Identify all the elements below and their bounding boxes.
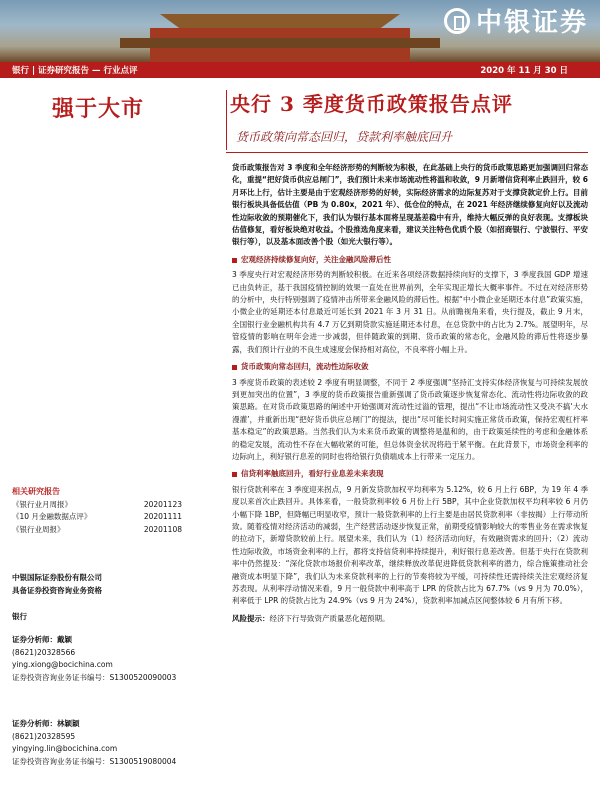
- report-date: 2020 年 11 月 30 日: [480, 66, 568, 76]
- logo-text: 中银证券: [475, 8, 588, 38]
- company-info: [12, 572, 220, 624]
- section-heading-text: 信贷利率触底回升，看好行业息差未来表现: [241, 469, 384, 479]
- report-title: 央行 3 季度货币政策报告点评: [230, 92, 513, 116]
- square-bullet-icon: [232, 472, 237, 477]
- section-heading-text: 货币政策向常态回归，流动性边际收敛: [241, 362, 369, 372]
- report-body: [232, 162, 588, 625]
- section-heading: [232, 254, 588, 266]
- title-underline: [226, 152, 588, 153]
- sector-rating: 强于大市: [52, 96, 145, 122]
- related-report-date: 20201108: [143, 524, 182, 534]
- section-body: 3 季度央行对宏观经济形势的判断较积极。在近来各项经济数据持续向好的支撑下，3 季度我国 GDP 增速已由负转正，基于我国疫情控制的效果一直处在世界前列，全年实现正增长大概率事件。不过在对经济形势的分析中，央行特别强调了疫情冲击所带来金融风险的滞后性。根据“中小微企业延期还本付息”政策实施，小微企业的延期还本付息最近可延长到 2021 年 3 月 31 日。从前瞻视角来看，央行提及，截止 9 月末，全国银行业金融机构共有 4.7 万亿到期贷款实施延期还本付息，在总贷款中的占比为 2.7%。展望明年，尽管疫情的影响在明年会进一步减弱，但伴随政策的到期、货币政策的常态化，金融风险的滞后性将逐步暴露，我们预计行业的不良生成速度会保持相对高位，不良率将小幅上升。: [232, 270, 588, 354]
- square-bullet-icon: [232, 258, 237, 263]
- section-body: 3 季度货币政策的表述较 2 季度有明显调整，不同于 2 季度强调“坚持汇支持实体经济恢复与可持续发展放到更加突出的位置”，3 季度的货币政策报告重新强调了货币政策逐步恢复常态化、流动性将边际收敛的政策思路。在对货币政策思路的阐述中开始强调对流动性过溢的管理，提出“不让市场流动性又受决不搞‘大水漫灌’，并重新出现“把好货币供应总闸门”的提法，提出“尽可能长时间实施正常货币政策，保持宏观杠杆率基本稳定”的政策思路。当然我们认为未来货币政策的调整将是温和的，由于政策延续性的考虑和金融体系的稳定发展，流动性不存在大幅收紧的可能，但总体资金状况将趋于紧平衡。在此背景下，市场资金利率的边际向上，利好银行息差的同时也将给银行负债端成本上行带来一定压力。: [232, 377, 588, 461]
- company-name: 中银国际证券股份有限公司: [12, 573, 102, 582]
- related-report-title: 《10 月金融数据点评》: [12, 512, 92, 521]
- related-report-title: 《银行业月周报》: [12, 499, 72, 509]
- company-logo: [444, 2, 588, 39]
- analyst-2: [12, 718, 220, 768]
- analyst-name: 戴颖: [57, 635, 72, 644]
- report-subtitle: 货币政策向常态回归，贷款利率触底回升: [236, 130, 453, 144]
- abstract: 货币政策报告对 3 季度和全年经济形势的判断较为积极，在此基础上央行的货币政策思路更加强调回归常态化，重提“把好货币供应总闸门”，我们预计未来市场流动性将温和收敛，9 月新增信贷利率止跌回升，较 6 月环比上行，估计主要是由于宏观经济形势的好转，实际经济需求的边际复苏对于支撑贷款定价上行。目前银行板块具备低估值（PB 为 0.80x，2021 年）、低仓位的特点，在 2021 年经济继续修复向好以及流动性边际收敛的预期催化下，我们认为银行基本面将呈现基差稳中有升，维持大幅反弹的良好表现。支撑板块估值修复，看好板块绝对收益。个股推选角度来看，建议关注特色优质个股（如招商银行、宁波银行、平安银行等），以及基本面改善个股（如光大银行等）。: [232, 163, 588, 247]
- square-bullet-icon: [232, 365, 237, 370]
- analyst-1: [12, 634, 220, 684]
- risk-label: 风险提示：: [232, 613, 270, 623]
- related-report-date: 20201111: [143, 512, 182, 521]
- risk-text: 经济下行导致资产质量恶化超预期。: [269, 613, 390, 623]
- report-category: 银行 | 证券研究报告 — 行业点评: [12, 66, 138, 76]
- title-divider: [226, 90, 227, 150]
- analyst-cert-label: 证券投资咨询业务证书编号：: [12, 672, 110, 682]
- palace-roof: [160, 14, 400, 28]
- analyst-phone: (8621)20328566: [12, 647, 76, 657]
- sector-label: 银行: [12, 612, 27, 621]
- related-report-title: 《银行业周报》: [12, 524, 65, 534]
- palace-lower-roof: [120, 38, 440, 48]
- analyst-name: 林颖颖: [57, 719, 80, 728]
- related-heading: 相关研究报告: [12, 487, 60, 496]
- analyst-role: 证券分析师：: [12, 719, 57, 728]
- category-bar: [0, 62, 600, 78]
- section-heading: [232, 468, 588, 480]
- section-heading: [232, 361, 588, 373]
- header-banner: [0, 0, 600, 62]
- analyst-role: 证券分析师：: [12, 635, 57, 644]
- section-heading-text: 宏观经济持续修复向好，关注金融风险滞后性: [241, 254, 391, 264]
- boc-logo-icon: [444, 8, 470, 34]
- risk-warning: [232, 613, 588, 625]
- related-report-item[interactable]: [12, 524, 182, 537]
- related-report-item[interactable]: [12, 499, 182, 512]
- related-report-item[interactable]: [12, 511, 182, 524]
- analyst-cert: S1300520090003: [109, 672, 177, 682]
- company-qualification: 具备证券投资咨询业务资格: [12, 585, 102, 595]
- analyst-email[interactable]: yingying.lin@bocichina.com: [12, 744, 118, 753]
- analyst-phone: (8621)20328595: [12, 731, 76, 741]
- related-report-date: 20201123: [143, 499, 182, 509]
- analyst-cert: S1300519080004: [109, 756, 177, 766]
- analyst-cert-label: 证券投资咨询业务证书编号：: [12, 756, 110, 766]
- analyst-email[interactable]: ying.xiong@bocichina.com: [12, 660, 113, 669]
- section-body: 银行贷款利率在 3 季度迎来拐点，9 月新发贷款加权平均利率为 5.12%，较 6 月上行 6BP，为 19 年 4 季度以来首次止跌回升。具体来看，一般贷款利率较 6 月份上行 5BP，其中企业贷款加权平均利率较 6 月仍小幅下降 1BP，但降幅已明显收窄，预计一般贷款利率的上行主要是由居民贷款利率（非按揭）上行带动所致。随着疫情对经济活动的减弱，生产经营活动逐步恢复正常，前期受疫情影响较大的零售业务在需求恢复的拉动下，新增贷款较前上行。展望未来，我们认为（1）经济活动向好，有效融资需求的回升；（2）流动性边际收敛，市场资金利率的上行，都将支持信贷利率持续提升，利好银行息差改善。但基于央行在贷款利率中仍然提及：“深化贷款市场报价利率改革，继续释放改革促进降低贷款利率的潜力，综合施策推动社会融资成本明显下降”，我们认为未来贷款利率的上行的节奏将较为平缓，可持续性还需持续关注宏观经济复苏表现。从利率浮动情况来看，9 月一般贷款中利率高于 LPR 的贷款占比为 67.7%（vs 9 月为 70.0%），利率低于 LPR 的贷款占比为 24.9%（vs 9 月为 24%），贷款利率加减点区间整体较 6 月有所下移。: [232, 484, 588, 606]
- related-reports: [12, 486, 220, 536]
